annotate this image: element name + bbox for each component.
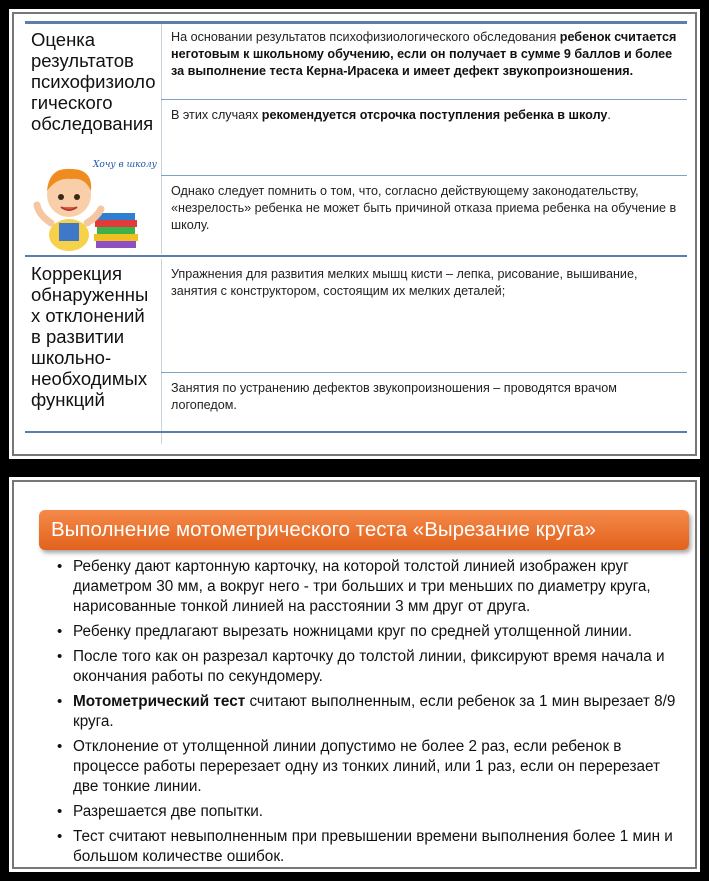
cell-text: Упражнения для развития мелких мышц кисти – лепка, рисование, вышивание, занятия с конструктором, состоящим их мелких деталей; [171,267,638,298]
table-bottom-border [25,431,687,433]
bullet-bold-text: Мотометрический тест [73,693,246,710]
row-label-correction: Коррекция обнаруженны х отклонений в развитии школьно- необходимых функций [31,263,149,410]
row-label-assessment: Оценка результатов психофизиоло гического обследования [31,29,156,134]
cell-text: Занятия по устранению дефектов звукопроизношения – проводятся врачом логопедом. [171,381,617,412]
list-item [55,737,685,797]
cell-text: . [607,108,611,122]
row-separator [161,175,687,176]
row1-cell-2 [171,107,681,124]
cell-text: Однако следует помнить о том, что, согласно действующему законодательству, «незрелость» ребенка не может быть причиной отказа приема ребенка на обучение в школу. [171,184,677,232]
cell-bold-text: рекомендуется отсрочка поступления ребенка в школу [261,108,608,122]
slide-title-banner: Выполнение мотометрического теста «Вырезание круга» [39,510,689,550]
slide-readiness-table [6,6,703,462]
bullet-text: Отклонение от утолщенной линии допустимо не более 2 раз, если ребенок в процессе работы перерезает одну из тонких линий, или 1 раз, если он перерезает две тонкие линии. [73,738,661,795]
bullet-text: Ребенку предлагают вырезать ножницами круг по средней утолщенной линии. [73,623,632,640]
bullet-dot: • [57,648,63,665]
list-item [55,557,685,617]
bullet-dot: • [57,803,63,820]
cell-bold-text: ребенок считается неготовым к школьному обучению, если он получает в сумме 9 баллов и более за выполнение теста Керна-Ирасека и имеет дефект звукопроизношения. [171,30,677,78]
list-item [55,802,685,822]
bullet-list [55,557,685,872]
bullet-text: считают выполненным, если ребенок за 1 мин вырезает 8/9 круга. [73,693,676,730]
list-item [55,692,685,732]
table-top-border [25,21,687,24]
row2-cell-1 [171,266,681,300]
cell-text: На основании результатов психофизиологического обследования [171,30,560,44]
bullet-text: Разрешается две попытки. [73,803,264,820]
row-separator [161,99,687,100]
bullet-text: Ребенку дают картонную карточку, на которой толстой линией изображен круг диаметром 30 мм, а вокруг него - три больших и три меньших по диаметру круга, нарисованные тонкой линией на расстоянии 3 мм друг от друга. [73,558,651,615]
row1-cell-3 [171,183,681,234]
list-item [55,647,685,687]
bullet-dot: • [57,693,63,710]
illustration-caption: Хочу в школу [93,160,157,170]
table-column-divider [161,24,162,254]
row1-cell-1 [171,29,681,80]
bullet-dot: • [57,558,63,575]
row-separator-major [25,255,687,257]
child-with-books-illustration [31,153,157,255]
cell-text: В этих случаях [171,108,262,122]
table-column-divider [161,259,162,444]
bullet-text: Тест считают невыполненным при превышении времени выполнения более 1 мин и большом количестве ошибок. [73,828,673,865]
bullet-dot: • [57,828,63,845]
row2-cell-2 [171,380,681,414]
slide-motor-test [6,474,703,875]
bullet-text: После того как он разрезал карточку до толстой линии, фиксируют время начала и окончания работы по секундомеру. [73,648,665,685]
list-item [55,827,685,867]
row-separator [161,372,687,373]
bullet-dot: • [57,738,63,755]
bullet-dot: • [57,623,63,640]
list-item [55,622,685,642]
